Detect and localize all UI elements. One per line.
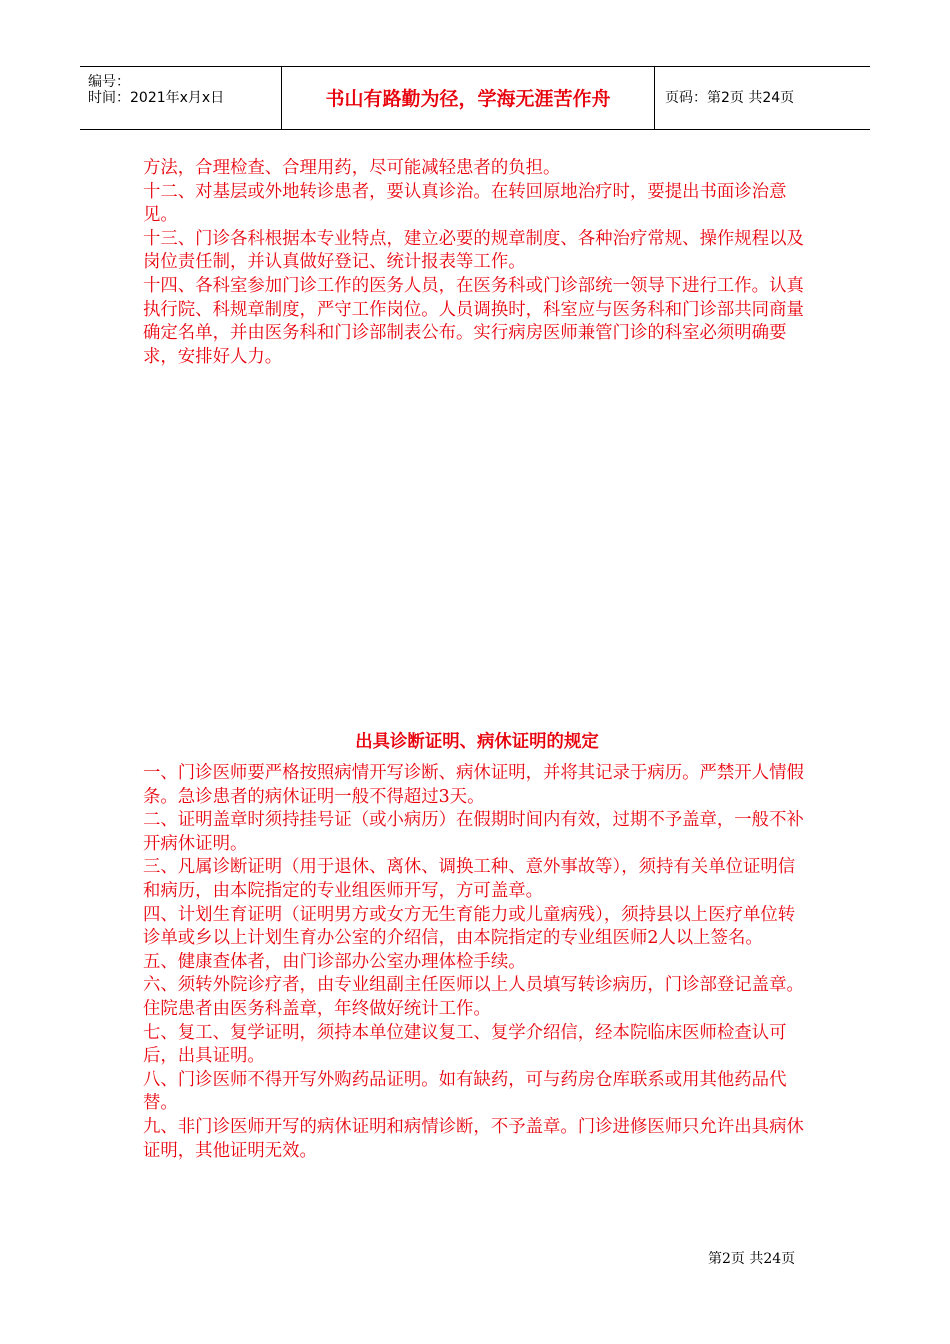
paragraph: 九、非门诊医师开写的病休证明和病情诊断，不予盖章。门诊进修医师只允许出具病休证明，其他证明无效。 — [143, 1116, 804, 1161]
header-motto-cell — [282, 67, 655, 129]
header-motto: 书山有路勤为径，学海无涯苦作舟 — [325, 88, 611, 110]
paragraph: 三、凡属诊断证明（用于退休、离休、调换工种、意外事故等），须持有关单位证明信和病历，由本院指定的专业组医师开写，方可盖章。 — [143, 857, 796, 901]
paragraph: 四、计划生育证明（证明男方或女方无生育能力或儿童病残），须持县以上医疗单位转诊单或乡以上计划生育办公室的介绍信，由本院指定的专业组医师2人以上签名。 — [143, 904, 796, 949]
header-page-cell — [655, 67, 870, 129]
paragraph: 十三、门诊各科根据本专业特点，建立必要的规章制度、各种治疗常规、操作规程以及岗位责任制，并认真做好登记、统计报表等工作。 — [143, 228, 804, 273]
header-meta-cell — [80, 67, 282, 129]
section-title: 出具诊断证明、病休证明的规定 — [355, 732, 599, 752]
paragraph: 方法，合理检查、合理用药，尽可能减轻患者的负担。 — [143, 158, 561, 178]
paragraph: 八、门诊医师不得开写外购药品证明。如有缺药，可与药房仓库联系或用其他药品代替。 — [143, 1069, 787, 1114]
document-time-label: 时间：2021年x月x日 — [88, 90, 225, 106]
header-page-info: 页码：第2页 共24页 — [665, 90, 795, 106]
paragraph: 五、健康查体者，由门诊部办公室办理体检手续。 — [143, 951, 526, 972]
paragraph: 七、复工、复学证明，须持本单位建议复工、复学介绍信，经本院临床医师检查认可后，出具证明。 — [143, 1022, 787, 1067]
paragraph: 十四、各科室参加门诊工作的医务人员，在医务科或门诊部统一领导下进行工作。认真执行院、科规章制度，严守工作岗位。人员调换时，科室应与医务科和门诊部共同商量确定名单，并由医务科和门诊部制表公布。实行病房医师兼管门诊的科室必须明确要求，安排好人力。 — [143, 275, 804, 367]
page-header — [80, 66, 870, 130]
paragraph: 六、须转外院诊疗者，由专业组副主任医师以上人员填写转诊病历，门诊部登记盖章。住院患者由医务科盖章，年终做好统计工作。 — [143, 975, 804, 1019]
document-number-label: 编号： — [88, 74, 130, 90]
section-outpatient-rules — [143, 157, 811, 369]
paragraph: 十二、对基层或外地转诊患者，要认真诊治。在转回原地治疗时，要提出书面诊治意见。 — [143, 181, 787, 226]
paragraph: 二、证明盖章时须持挂号证（或小病历）在假期时间内有效，过期不予盖章，一般不补开病休证明。 — [143, 810, 804, 854]
page-footer: 第2页 共24页 — [708, 1251, 796, 1267]
paragraph: 一、门诊医师要严格按照病情开写诊断、病休证明，并将其记录于病历。严禁开人情假条。急诊患者的病休证明一般不得超过3天。 — [143, 763, 804, 807]
section-certificate-rules — [143, 762, 811, 1163]
